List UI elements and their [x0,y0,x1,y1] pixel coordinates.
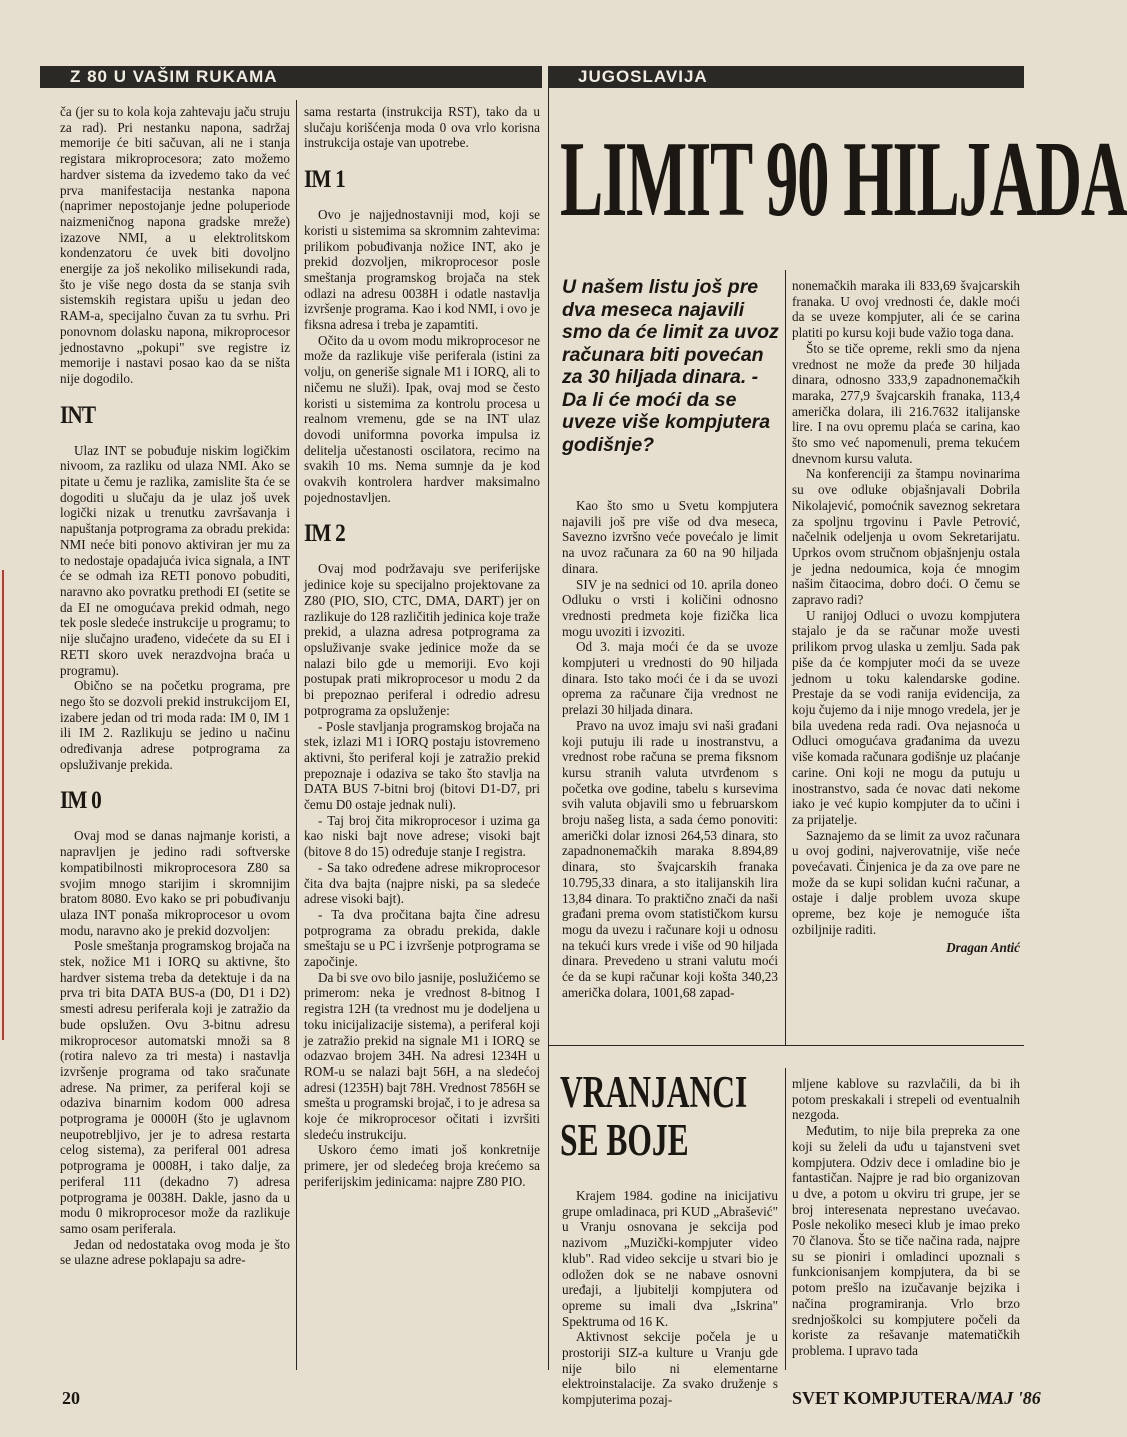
paragraph: Aktivnost sekcije počela je u prostoriji SIZ-a kulture u Vranju gde nije bilo ni elementarne elektroinstalacije. Za svako druženje s kompjuterima pozaj- [562,1329,778,1408]
paragraph: - Ta dva pročitana bajta čine adresu potprograma za obradu prekida, dakle smeštaju se u PC i izvršenje potprograma se započinje. [304,906,540,970]
page-number: 20 [62,1388,80,1408]
column-divider [296,100,297,1370]
paragraph: Obično se na početku programa, pre nego što se dozvoli prekid instrukcijom EI, izabere jedan od tri moda rada: IM 0, IM 1 ili IM 2. Razlikuju se jedino u načinu određivanja adrese potprograma za opsluživanje prekida. [60,678,290,772]
paragraph: mljene kablove su razvlačili, da bi ih potom preskakali i strepeli od eventualnih nezgoda. [792,1076,1020,1123]
paragraph: Ovaj mod se danas najmanje koristi, a napravljen je jedino radi softverske kompatibilnosti mikroprocesora Z80 sa svojim mnogo starijim i skromnijim bratom 8080. Evo kako se pri pobuđivanju ulaza INT ponaša mikroprocesor u ovom modu, naravno ako je prekid dozvoljen: [60,828,290,938]
article-z80-column-2 [304,104,540,1380]
subheading-im2: IM 2 [304,520,345,548]
paragraph: Očito da u ovom modu mikroprocesor ne može da razlikuje više periferala (istini za volju, on generiše signale M1 i IORQ, ali to ničemu ne služi). Ipak, ovaj mod se često koristi u sistemima za kontrolu procesa u realnom vremenu, gde se na INT ulaz dovodi uniformna povorka impulsa iz delitelja učestanosti oscilatora, recimo na svakih 10 ms. Nema sumnje da je kod ovakvih kontrolera hardver maksimalno pojednostavljen. [304,332,540,505]
section-divider [548,88,549,1370]
paragraph: SIV je na sednici od 10. aprila doneo Odluku o vrsti i količini odnosno vrednosti predmeta koje fizička lica mogu uvoziti i izvoziti. [562,576,778,639]
magazine-name: SVET KOMPJUTERA/ [792,1388,977,1408]
issue-date: MAJ '86 [976,1388,1041,1408]
section-label: JUGOSLAVIJA [578,67,708,86]
article-vranjanci-column-2 [792,1076,1020,1376]
paragraph: Ovo je najjednostavniji mod, koji se koristi u sistemima sa skromnim zahtevima: prilikom pobuđivanja nožice INT, ako je prekid dozvoljen, mikroprocesor posle smeštanja programskog brojača na stek odlazi na adresu 0038H i odatle nastavlja izvršenje programa. Kao i kod NMI, i ovo je fiksna adresa i treba je zapamtiti. [304,207,540,333]
subheading-im1: IM 1 [304,166,345,194]
paragraph: Uskoro ćemo imati još konkretnije primere, jer od sledećeg broja krećemo sa periferijskim jedinicama: najpre Z80 PIO. [304,1142,540,1189]
paragraph: Kao što smo u Svetu kompjutera najavili još pre više od dva meseca, Savezno izvršno veće povećalo je limit na uvoz računara za 60 na 90 hiljada dinara. [562,498,778,576]
paragraph: - Posle stavljanja programskog brojača na stek, izlazi M1 i IORQ postaju istovremeno aktivni, što periferal koji je zatražio prekid prepoznaje i odaziva se tako što stavlja na DATA BUS 7-bitni broj (bitovi D1-D7, pri čemu D0 ostaje jednak nuli). [304,718,540,813]
article-limit-column-1 [562,498,778,1043]
subheading-int: INT [60,401,96,429]
paragraph: Da bi sve ovo bilo jasnije, poslužićemo se primerom: neka je vrednost 8-bitnog I registra 12H (ta vrednost mu je dodeljena u toku inicijalizacije sistema), a periferal koji je zatražio prekid na signale M1 i IORQ se odazvao brojem 34H. Na adresi 1234H u ROM-u se nalazi bajt 56H, a na sledećoj adresi (1235H) bajt 78H. Vrednost 7856H se smešta u programski brojač, i to je adresa sa koje će mikroprocesor očitati i izvršiti sledeću instrukciju. [304,969,540,1142]
paragraph: Od 3. maja moći će da se uvoze kompjuteri u vrednosti do 90 hiljada dinara. Isto tako moći će i da se uvozi oprema za računare čija vrednost ne prelazi 30 hiljada dinara. [562,639,778,718]
subheading-im0: IM 0 [60,787,101,815]
article-vranjanci-column-1 [562,1188,778,1408]
section-header-jugoslavija [548,66,1024,88]
paragraph: - Taj broj čita mikroprocesor i uzima ga kao niski bajt nove adrese; visoki bajt (bitove 8 do 15) određuje stanje I registra. [304,812,540,860]
paragraph: Ovaj mod podržavaju sve periferijske jedinice koje su specijalno projektovane za Z80 (PIO, SIO, CTC, DMA, DART) jer on razlikuje do 128 različitih jedinica koje traže prekid, a ulazna adresa potprograma za opsluživanje svake jedinice može da se nalazi bilo gde u memoriji. Evo koji postupak prati mikroprocesor u modu 2 da bi prepoznao periferal i odredio adresu potprograma za opsluženje: [304,561,540,718]
article-divider [548,1045,1024,1046]
article-limit-column-2 [792,278,1020,1043]
headline-vranjanci [560,1067,748,1165]
author-signature: Dragan Antić [946,939,1020,955]
paragraph: Pravo na uvoz imaju svi naši građani koji putuju ili rade u inostranstvu, a vrednost robe računa se prema fiksnom kursu stranih valuta utvrđenom s početka ove godine, tabelu s kursevima svih valuta objavili smo u februarskom broju našeg lista, a sada ćemo ponoviti: američki dolar iznosi 264,53 dinara, sto zapadnonemačkih maraka 8.894,89 dinara, sto švajcarskih franaka 10.795,33 dinara, a sto italijanskih lira 13,84 dinara. To praktično znači da naši građani prema ovom statističkom kursu mogu da uvezu i računare koji u odnosu na tekući kurs vrede i više od 90 hiljada dinara. Prevedeno u strani valutu moći će da se kupi računar koji košta 340,23 američka dolara, 1001,68 zapad- [562,717,778,1000]
article-lead: U našem listu još pre dva meseca najavili smo da će limit za uvoz računara biti povećan za 30 hiljada dinara. - Da li će moći da se uveze više kompjutera godišnje? [562,276,779,456]
paragraph: U ranijoj Odluci o uvozu kompjutera stajalo je da se računar može uvesti prilikom prvog ulaska u zemlju. Sada pak piše da će kompjuter moći da se uveze jednom u toku kalendarske godine. Prestaje da se vodi ranija evidencija, za koju čujemo da i nije mnogo vredela, jer je bila uvedena reda radi. Ova nejasnoća u Odluci omogućava građanima da uvezu više komada računara godišnje uz plaćanje carine. Oni koji ne mogu da putuju u inostranstvo, sada će novac dati nekome iako je već kupio kompjuter da to učini i za prijatelje. [792,607,1020,827]
paragraph: Jedan od nedostataka ovog moda je što se ulazne adrese poklapaju sa adre- [60,1236,290,1268]
section-label: Z 80 U VAŠIM RUKAMA [70,67,278,86]
paragraph: Na konferenciji za štampu novinarima su ove odluke objašnjavali Dobrila Nikolajević, pomoćnik saveznog sekretara za spoljnu trgovinu i Pavle Petrović, načelnik odeljenja u ovom Sekretarijatu. Uprkos ovom stručnom objašnjenju ostala je jedna nedoumica, koja će mnogim našim čitaocima, dobro doći. O čemu se zapravo radi? [792,466,1020,608]
article-z80-column-1 [60,104,290,1380]
paragraph: sama restarta (instrukcija RST), tako da u slučaju korišćenja moda 0 ova vrlo korisna instrukcija ostaje van upotrebe. [304,104,540,151]
column-divider [785,1068,786,1370]
paragraph: Međutim, to nije bila prepreka za one koji su želeli da uđu u tajanstveni svet kompjutera. Odziv dece i omladine bio je fantastičan. Najpre je rad bio organizovan u dve, a potom u okviru tri grupe, jer se broj interesenata neprestano uvećavao. Posle nekoliko meseci klub je imao preko 70 članova. Što se tiče načina rada, najpre su se pioniri i omladinci upoznali s funkcionisanjem kompjutera, da bi se potom prešlo na izučavanje bejzika i načina programiranja. Vrlo brzo srednjoškolci su kompjutere počeli da koriste za rešavanje matematičkih problema. I upravo tada [792,1123,1020,1358]
column-divider [785,270,786,1045]
paragraph: Krajem 1984. godine na inicijativu grupe omladinaca, pri KUD „Abrašević" u Vranju osnovana je sekcija pod nazivom „Muzički-kompjuter video klub". Rad video sekcije u stvari bio je odložen dok se ne nabave osnovni uređaji, a ljubitelji kompjutera od opreme su imali dva „Iskrina" Spektruma od 16 K. [562,1188,778,1329]
paragraph: ča (jer su to kola koja zahtevaju jaču struju za rad). Pri nestanku napona, sadržaj memorije će biti sačuvan, ali ne i stanja registara mikroprocesora; zato možemo hardver sistema da izvedemo tako da već prva manifestacija nestanka napona (naprimer nepostojanje jedne poluperiode naizmeničnog napona gradske mreže) izazove NMI, a u elektrolitskom kondenzatoru će uvek biti dovoljno energije za još nekoliko milisekundi rada, što je više nego dosta da se stanja svih sistemskih registara upišu u jedan deo RAM-a, specijalno čuvan za tu svrhu. Pri ponovnom dolasku napona, mikroprocesor jednostavno „pokupi" sve registre iz memorije i nastavi posao kao da se ništa nije dogodilo. [60,104,290,386]
paragraph: Što se tiče opreme, rekli smo da njena vrednost ne može da pređe 30 hiljada dinara, odnosno 333,9 zapadnonemačkih maraka, 277,9 švajcarskih franaka, 113,4 američka dolara, ili 216.7632 italijanske lire. I na ovu opremu plaća se carina, kao što smo već napomenuli, prema tekućem dnevnom kursu valuta. [792,340,1020,466]
headline-limit: LIMIT 90 HILJADA [560,120,1127,239]
headline-text: VRANJANCI SE BOJE [560,1067,748,1165]
section-header-z80 [40,66,542,88]
paragraph: nonemačkih maraka ili 833,69 švajcarskih franaka. U ovoj vrednosti će, dakle moći da se uveze kompjuter, ali će se carina platiti po kursu koji bude važio toga dana. [792,278,1020,341]
page-edge-mark [2,570,4,1040]
paragraph: Saznajemo da se limit za uvoz računara u ovoj godini, najverovatnije, više neće povećavati. Činjenica je da za ove pare ne može da se kupi solidan kućni računar, a ostaje i dalje problem uvoza skupe opreme, bez koje je nemoguće išta ozbiljnije raditi. [792,827,1020,937]
paragraph: Posle smeštanja programskog brojača na stek, nožice M1 i IORQ su aktivne, što hardver sistema treba da detektuje i da na prva tri bita DATA BUS-a (D0, D1 i D2) smesti adresu periferala koji je zatražio da bude opslužen. Ovu 3-bitnu adresu mikroprocesor automatski množi sa 8 (rotira nalevo za tri mesta) i nastavlja izvršenje programa od tako sračunate adrese. Na primer, za periferal koji se odaziva binarnim kodom 000 adresa potprograma je 0000H (što je uglavnom neupotrebljivo, jer je to adresa restarta celog sistema), za periferal 001 adresa potprograma je 0008H, i tako dalje, za periferal 111 (dekadno 7) adresa potprograma je 0038H. Dakle, jasno da u modu 0 mikroprocesor može da razlikuje samo osam periferala. [60,938,290,1236]
paragraph: - Sa tako određene adrese mikroprocesor čita dva bajta (najpre niski, pa sa sledeće adrese visoki bajt). [304,859,540,907]
paragraph: Ulaz INT se pobuđuje niskim logičkim nivoom, za razliku od ulaza NMI. Ako se pitate u čemu je razlika, zamislite šta će se dogoditi u slučaju da je ulaz još uvek logički nizak u trenutku završavanja i napuštanja potprograma za obradu prekida: NMI neće biti ponovo aktiviran jer mu za to nedostaje opadajuća ivica signala, a INT će se odmah iza RETI ponovo pobuditi, naravno ako povratku prethodi EI (setite se da EI ne omogućava prekid odmah, nego tek posle sledeće instrukcije u programu; to nije slučajno urađeno, videćete da su EI i RETI skoro uvek nerazdvojna braća u programu). [60,442,290,678]
footer-masthead [792,1388,1041,1409]
